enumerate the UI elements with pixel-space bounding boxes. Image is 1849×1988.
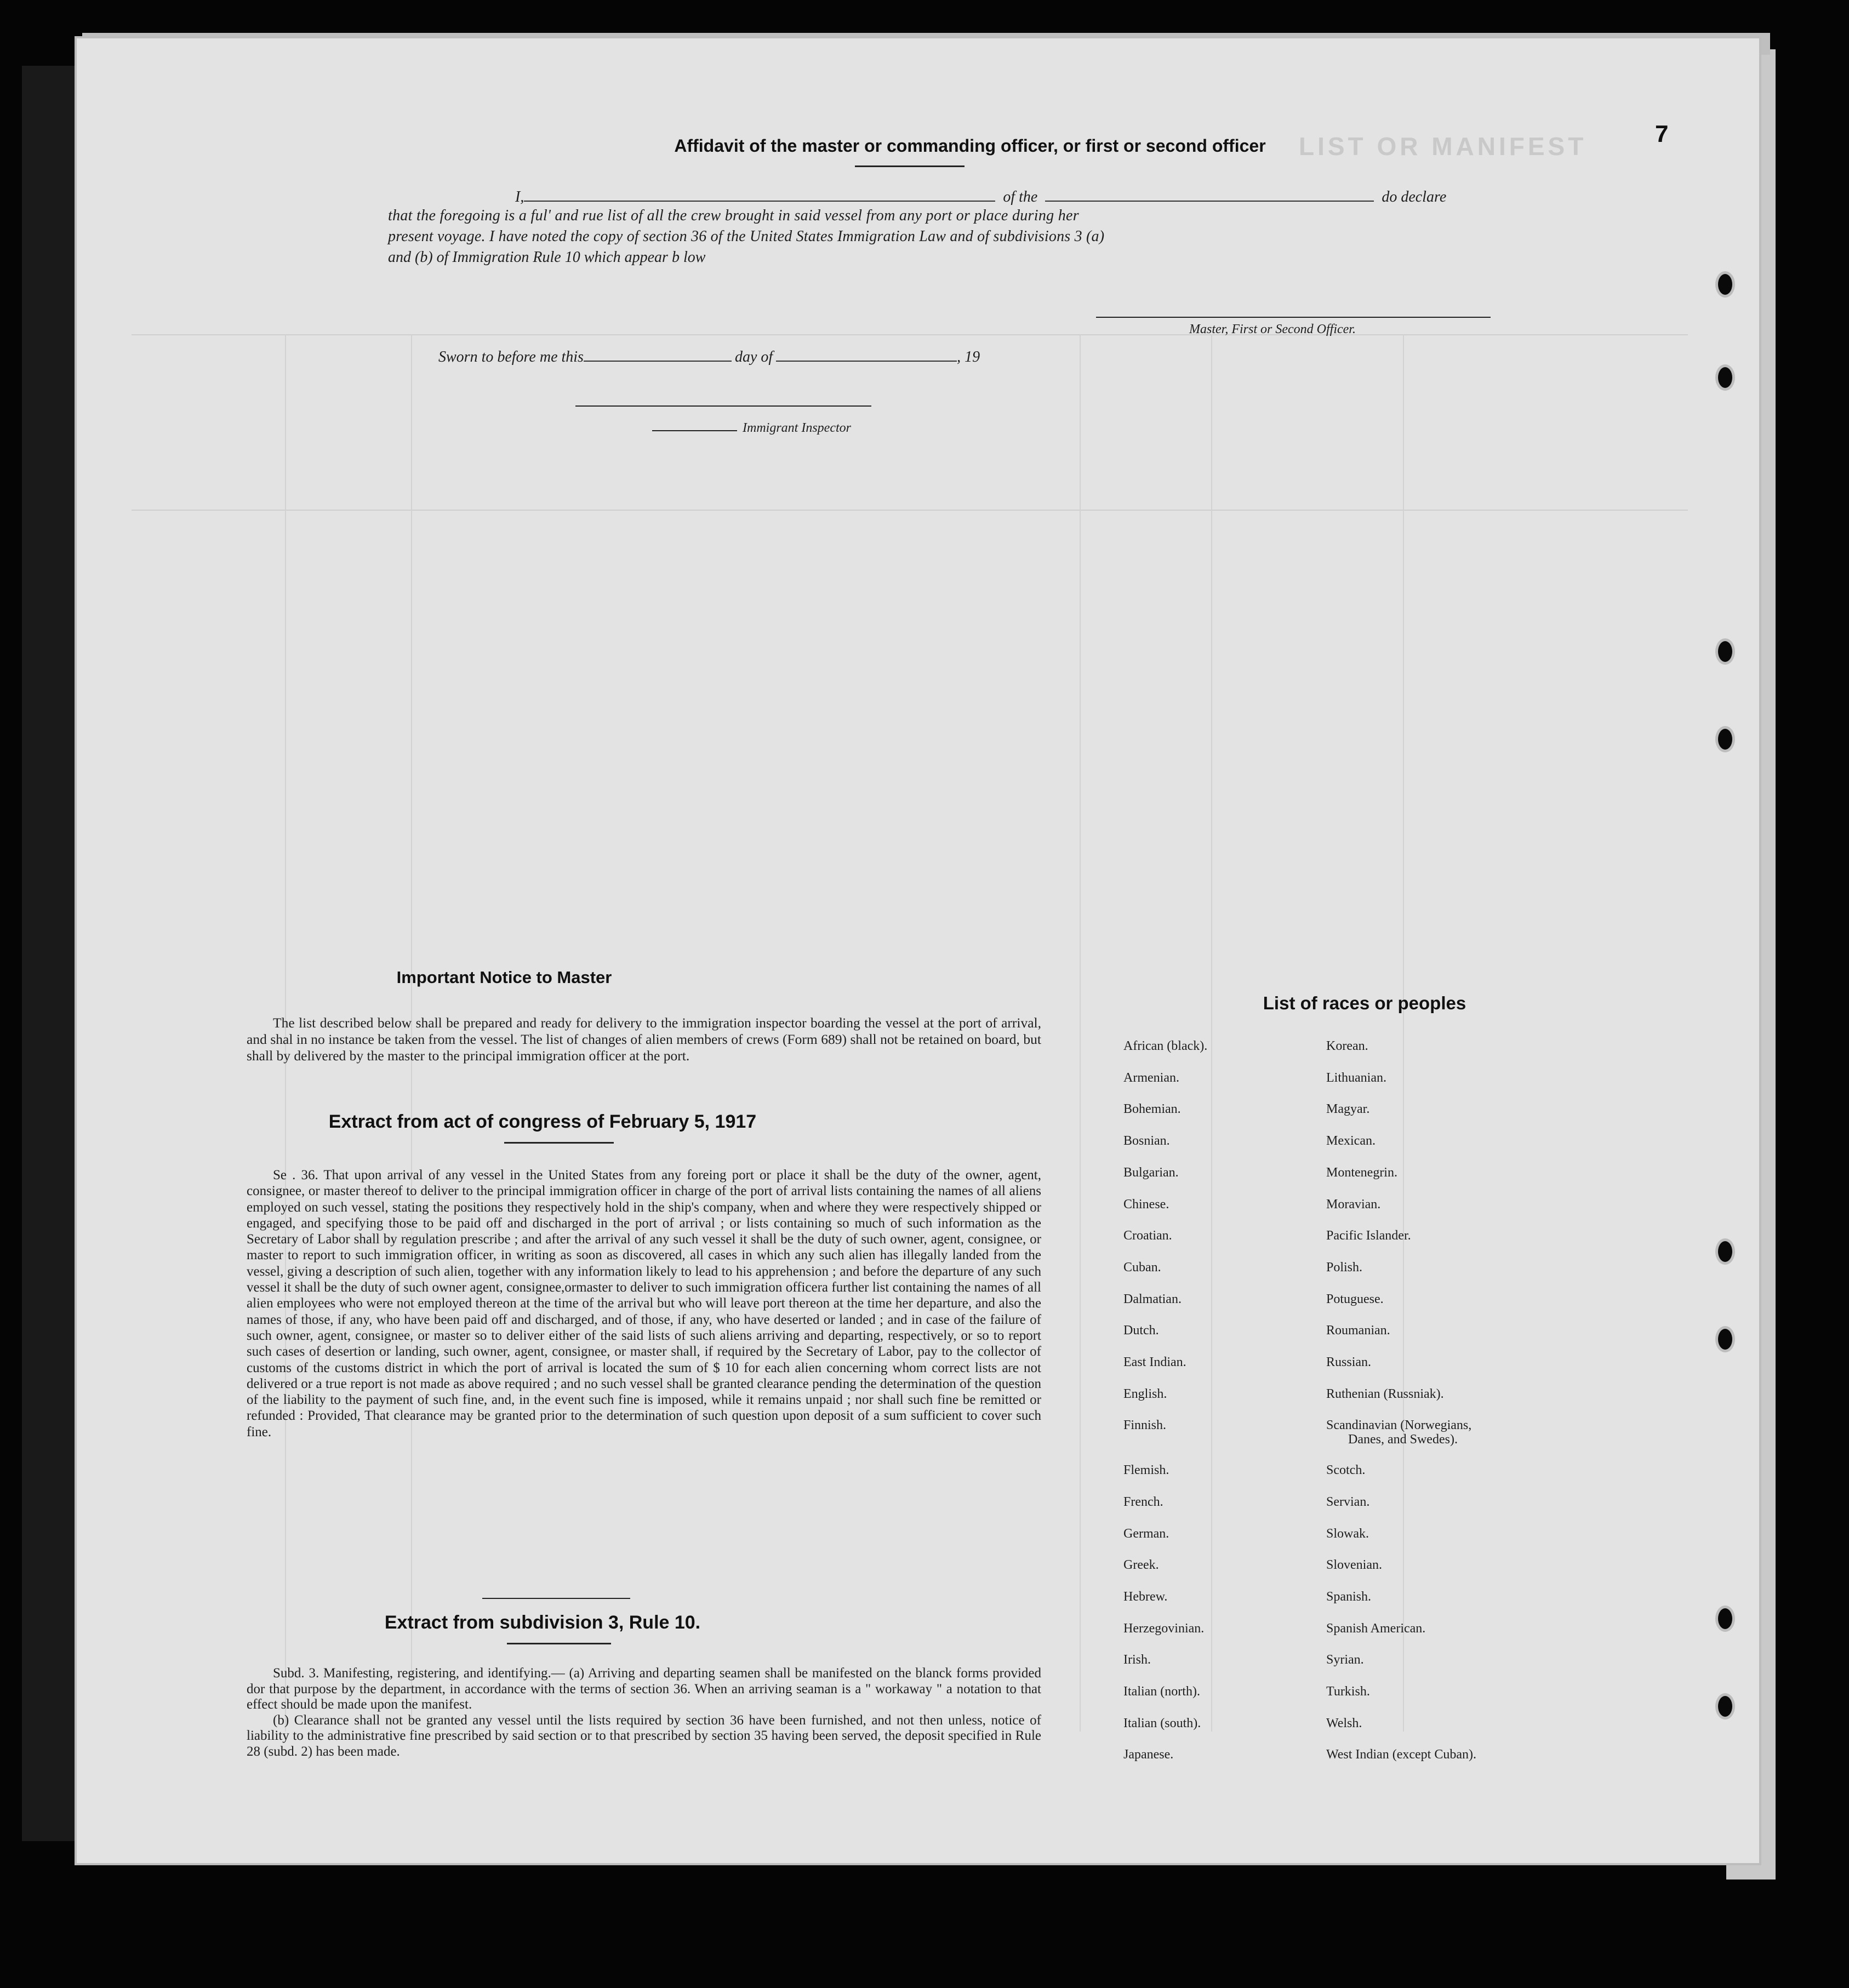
- extract-act-rule: [504, 1142, 614, 1144]
- notice-text: [247, 1015, 1041, 1064]
- affidavit-title-rule: [855, 165, 965, 167]
- document-page: [77, 38, 1759, 1863]
- affidavit-line1: [515, 185, 1502, 206]
- race-item: Montenegrin.: [1326, 1165, 1397, 1180]
- affidavit-line2: that the foregoing is a ful' and rue list of all the crew brought in said vessel from any port or place during her: [388, 207, 1079, 224]
- race-item: Polish.: [1326, 1260, 1363, 1275]
- race-item: Japanese.: [1123, 1747, 1174, 1762]
- race-item: Flemish.: [1123, 1463, 1169, 1478]
- race-item: Greek.: [1123, 1558, 1159, 1573]
- extract-act-title: Extract from act of congress of February 5, 1917: [328, 1111, 757, 1132]
- race-item: English.: [1123, 1386, 1167, 1401]
- race-item: West Indian (except Cuban).: [1326, 1747, 1476, 1762]
- extract-rule-title: Extract from subdivision 3, Rule 10.: [384, 1612, 701, 1633]
- binder-hole: [1715, 1326, 1735, 1352]
- race-item: Armenian.: [1123, 1070, 1179, 1085]
- vessel-name-blank[interactable]: [1045, 185, 1374, 202]
- race-item: Korean.: [1326, 1039, 1368, 1053]
- race-item: Croatian.: [1123, 1229, 1172, 1243]
- race-item: Mexican.: [1326, 1134, 1376, 1149]
- subdivision-b-paragraph: (b) Clearance shall not be granted any vessel until the lists required by section 36 have been furnished, and not then unless, notice of liability to the administrative fine prescribed by said section or to that prescribed by section 35 having been served, the deposit specified in Rule 28 (subd. 2) has been made.: [247, 1712, 1041, 1759]
- race-item: Dutch.: [1123, 1323, 1159, 1338]
- affidavit-declare: do declare: [1382, 188, 1447, 205]
- sworn-month-blank[interactable]: [776, 345, 957, 362]
- ghost-table-head: [132, 510, 1688, 511]
- race-item: Scandinavian (Norwegians,: [1326, 1418, 1472, 1433]
- race-item: Servian.: [1326, 1494, 1370, 1509]
- race-item-continuation: Danes, and Swedes).: [1348, 1432, 1458, 1447]
- race-item: Bohemian.: [1123, 1102, 1181, 1117]
- race-item: German.: [1123, 1526, 1169, 1541]
- sworn-day-blank[interactable]: [584, 345, 732, 362]
- section-36-paragraph: Se . 36. That upon arrival of any vessel in the United States from any foreing port or place it shall be the duty of the owner, agent, consignee, or master thereof to deliver to the principal immigration officer in charge of the port of arrival lists containing the names of all aliens employed on such vessel, stating the positions they respectively hold in the ship's company, when and where they were respectively shipped or engaged, and specifying those to be paid off and discharged in the port of arrival ; or lists containing so much of such information as the Secretary of Labor shall by regulation prescribe ; and after the arrival of any such vessel it shall be the duty of such owner, agent, consignee, or master to report to such immigration officer, in writing as soon as discovered, all cases in which any such alien has illegally landed from the vessel, giving a description of such alien, together with any information likely to lead to his apprehension ; and before the departure of any such vessel it shall be the duty of such owner agent, consignee,ormaster to deliver to such immigration officera further list containing the names of all alien employees who were not employed thereon at the time of the arrival but who will leave port thereon at the time her departure, and also the names of those, if any, who have been paid off and discharged, and of those, if any, who have deserted or landed ; and in case of the failure of such owner, agent, consignee, or master so to deliver either of the said lists of such aliens arriving and departing, respectively, or so to report such cases of desertion or landing, such owner, agent, consignee, or master shall, if required by the Secretary of Labor, pay to the collector of customs of the customs district in which the port of arrival is located the sum of $ 10 for each alien concerning whom correct lists are not delivered or a true report is not made as above required ; and no such vessel shall be granted clearance pending the determination of the question of the liability to the payment of such fine, and, in the event such fine is imposed, while it remains unpaid ; nor shall such fine be remitted or refunded : Provided, That clearance may be granted prior to the determination of such question upon deposit of a sum sufficient to cover such fine.: [247, 1168, 1041, 1439]
- affidavit-of-the: of the: [1003, 188, 1038, 205]
- race-item: Chinese.: [1123, 1197, 1169, 1212]
- binder-hole: [1715, 1238, 1735, 1265]
- race-item: Potuguese.: [1326, 1292, 1384, 1306]
- race-item: Slovenian.: [1326, 1558, 1382, 1573]
- race-item: Scotch.: [1326, 1463, 1366, 1478]
- races-list: [1123, 1039, 1617, 1817]
- race-item: Lithuanian.: [1326, 1070, 1386, 1085]
- binder-hole: [1715, 364, 1735, 391]
- race-item: Bosnian.: [1123, 1134, 1170, 1149]
- affidavit-line4: and (b) of Immigration Rule 10 which appear b low: [388, 249, 706, 266]
- race-item: Syrian.: [1326, 1653, 1364, 1667]
- sworn-label: Sworn to before me this: [438, 349, 584, 365]
- race-item: French.: [1123, 1494, 1163, 1509]
- inspector-signature-line[interactable]: [575, 405, 871, 407]
- race-item: Roumanian.: [1326, 1323, 1390, 1338]
- race-item: Italian (south).: [1123, 1716, 1201, 1730]
- race-item: Cuban.: [1123, 1260, 1161, 1275]
- race-item: East Indian.: [1123, 1355, 1186, 1369]
- binder-hole: [1715, 271, 1735, 298]
- binder-hole: [1715, 638, 1735, 665]
- extract-act-text: [247, 1167, 1041, 1440]
- race-item: African (black).: [1123, 1039, 1208, 1053]
- master-name-blank[interactable]: [524, 185, 995, 202]
- sworn-day-of: day of: [734, 349, 773, 365]
- race-item: Moravian.: [1326, 1197, 1381, 1212]
- back-sheet-left: [22, 66, 82, 1841]
- race-item: Spanish.: [1326, 1589, 1372, 1604]
- ghost-col-3: [1080, 334, 1081, 1732]
- race-item: Bulgarian.: [1123, 1165, 1179, 1180]
- sworn-year: , 19: [957, 349, 980, 365]
- race-item: Pacific Islander.: [1326, 1229, 1411, 1243]
- race-item: Irish.: [1123, 1653, 1151, 1667]
- race-item: Italian (north).: [1123, 1684, 1200, 1699]
- race-item: Hebrew.: [1123, 1589, 1168, 1604]
- extract-rule-text: [247, 1666, 1041, 1760]
- inspector-label: Immigrant Inspector: [743, 421, 851, 435]
- race-item: Herzegovinian.: [1123, 1621, 1205, 1636]
- notice-paragraph: The list described below shall be prepared and ready for delivery to the immigration inspector boarding the vessel at the port of arrival, and shal in no instance be taken from the vessel. The list of changes of alien members of crews (Form 689) shall not be retained on board, but shall by delivered by the master to the principal immigration officer at the port.: [247, 1015, 1041, 1064]
- binder-hole: [1715, 726, 1735, 752]
- race-item: Turkish.: [1326, 1684, 1370, 1699]
- affidavit-title: Affidavit of the master or commanding officer, or first or second officer: [674, 136, 1266, 156]
- binder-hole: [1715, 1606, 1735, 1632]
- affidavit-line3: present voyage. I have noted the copy of section 36 of the United States Immigration Law and of subdivisions 3 (a): [388, 228, 1105, 245]
- master-signature-label: Master, First or Second Officer.: [1189, 322, 1356, 336]
- corner-number: 7: [1655, 121, 1669, 147]
- race-item: Magyar.: [1326, 1102, 1370, 1117]
- races-title: List of races or peoples: [1263, 993, 1466, 1013]
- rule-separator: [482, 1598, 630, 1599]
- master-signature-line[interactable]: [1096, 317, 1491, 318]
- race-item: Finnish.: [1123, 1418, 1167, 1433]
- notice-title: Important Notice to Master: [396, 968, 612, 987]
- subdivision-a-paragraph: Subd. 3. Manifesting, registering, and identifying.— (a) Arriving and departing seamen shall be manifested on the blanck forms provided dor that purpose by the department, in accordance with the terms of section 36. When an arriving seaman is a " workaway " a notation to that effect should be made upon the manifest.: [247, 1666, 1041, 1712]
- race-item: Ruthenian (Russniak).: [1326, 1386, 1444, 1401]
- race-item: Welsh.: [1326, 1716, 1362, 1730]
- affidavit-i-label: I,: [515, 188, 524, 205]
- ghost-heading: LIST OR MANIFEST: [1299, 132, 1587, 161]
- race-item: Spanish American.: [1326, 1621, 1426, 1636]
- sworn-line: [438, 345, 1206, 366]
- race-item: Dalmatian.: [1123, 1292, 1182, 1306]
- binder-hole: [1715, 1693, 1735, 1719]
- race-item: Slowak.: [1326, 1526, 1369, 1541]
- extract-rule-rule: [507, 1643, 611, 1644]
- race-item: Russian.: [1326, 1355, 1372, 1369]
- inspector-label-rule: [652, 430, 737, 431]
